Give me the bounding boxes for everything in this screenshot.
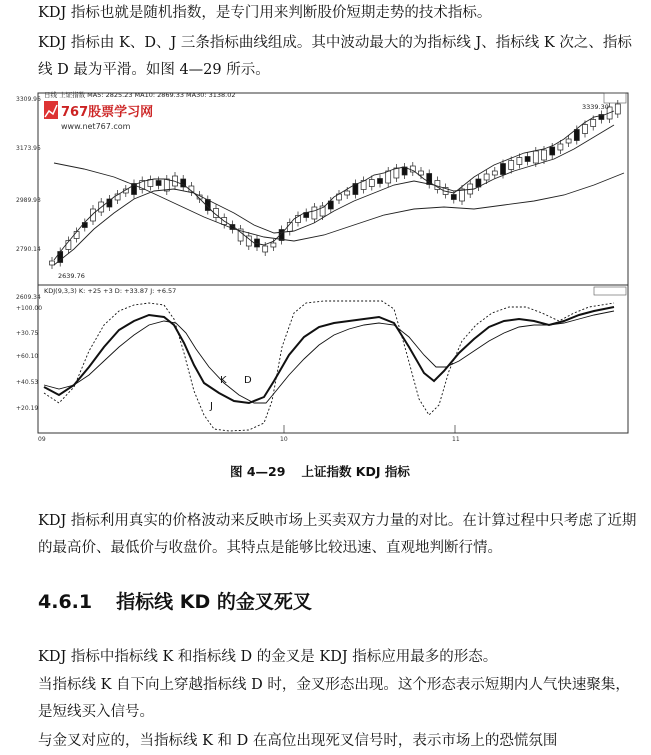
time-tick: 09 (38, 436, 46, 443)
candle-body (148, 180, 153, 187)
candle-body (156, 181, 161, 186)
bottom-legend: KDJ(9,3,3) K: +25 +3 D: +33.87 J: +6.57 (44, 287, 177, 295)
kdj-tick: +40.53 (16, 379, 39, 386)
kdj-tick: +20.19 (16, 405, 39, 412)
candle-body (419, 171, 424, 175)
k-label: K (220, 375, 227, 386)
watermark-brand: 767股票学习网 (61, 105, 154, 120)
paragraph-cross-signal: 当指标线 K 自下向上穿越指标线 D 时，金叉形态出现。这个形态表示短期内人气快速聚集，是短线买入信号。 (38, 677, 630, 720)
candle-body (50, 261, 55, 265)
panel-tag-box (594, 287, 626, 295)
candle-body (501, 164, 506, 175)
price-tick: 3309.96 (16, 96, 41, 103)
candle-body (574, 130, 579, 141)
low-price-label: 2639.76 (58, 272, 85, 280)
candle-body (533, 151, 538, 163)
candle-body (82, 223, 87, 228)
candle-body (558, 144, 563, 150)
candle-body (492, 171, 497, 175)
kdj-tick: +100.00 (16, 305, 43, 312)
candle-body (386, 171, 391, 183)
price-tick: 2989.93 (16, 197, 41, 204)
kdj-tick: +30.75 (16, 330, 39, 337)
candle-body (312, 207, 317, 219)
paragraph-intro: KDJ 指标也就是随机指数，是专门用来判断股价短期走势的技术指标。 (38, 5, 492, 21)
candle-body (591, 120, 596, 127)
candle-body (451, 195, 456, 200)
paragraph-golden-cross: KDJ 指标中指标线 K 和指标线 D 的金叉是 KDJ 指标应用最多的形态。 (38, 649, 498, 665)
j-label: J (210, 401, 213, 412)
figure-number: 图 4—29 (230, 464, 286, 479)
candle-body (566, 139, 571, 143)
candle-body (542, 150, 547, 160)
section-title: 指标线 KD 的金叉死叉 (116, 591, 312, 613)
paragraph-kdj-principle: KDJ 指标利用真实的价格波动来反映市场上买卖双方力量的对比。在计算过程中只考虑了近期的最高价、最低价与收盘价。其特点是能够比较迅速、直观地判断行情。 (38, 513, 637, 556)
price-tick: 2790.14 (16, 246, 41, 253)
candle-body (263, 246, 268, 252)
price-tick: 2609.34 (16, 294, 41, 301)
candle-body (58, 252, 63, 263)
d-label: D (244, 375, 252, 386)
section-heading (38, 587, 312, 614)
figure-title: 上证指数 KDJ 指标 (301, 464, 410, 479)
candle-body (369, 180, 374, 187)
candle-body (615, 104, 620, 114)
candle-body (345, 191, 350, 195)
candle-body (394, 168, 399, 178)
kdj-tick: +60.10 (16, 353, 39, 360)
paragraph-dead-cross: 与金叉对应的，当指标线 K 和 D 在高位出现死叉信号时，表示市场上的恐慌氛围 (38, 733, 558, 749)
section-number: 4.6.1 (38, 591, 93, 613)
figure-caption (230, 462, 410, 480)
time-tick: 10 (280, 436, 288, 443)
candle-body (271, 243, 276, 247)
candle-body (484, 174, 489, 180)
top-legend: 日线 上证指数 MA5: 2825.23 MA10: 2869.33 MA30: 3138.02 (44, 91, 236, 99)
chart-frame (38, 93, 628, 433)
price-tick: 3173.95 (16, 145, 41, 152)
time-tick: 11 (452, 436, 460, 443)
candle-body (509, 161, 514, 170)
watermark-url: www.net767.com (61, 122, 131, 131)
figure-kdj-chart (14, 85, 636, 447)
candle-body (525, 157, 530, 162)
paragraph-kdj-lines: KDJ 指标由 K、D、J 三条指标曲线组成。其中波动最大的为指标线 J、指标线 K 次之、指标线 D 最为平滑。如图 4—29 所示。 (38, 35, 632, 78)
candle-body (550, 147, 555, 155)
corner-price-label: 3339.30 (582, 103, 609, 111)
candle-body (378, 179, 383, 184)
candle-body (583, 125, 588, 134)
candle-body (517, 158, 522, 165)
candle-body (91, 209, 96, 221)
chart-svg (14, 85, 636, 447)
